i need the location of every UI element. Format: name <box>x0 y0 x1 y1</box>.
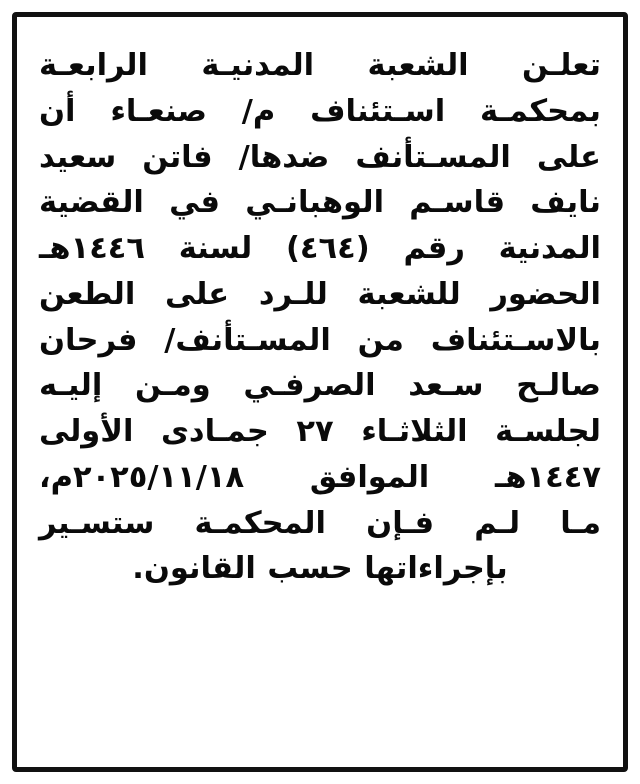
notice-line: لجلسـة الثلاثـاء ٢٧ جمـادى الأولى <box>39 414 601 449</box>
notice-line: بإجراءاتها حسب القانون. <box>132 551 508 587</box>
notice-line: تعلـن الشعبة المدنيـة الرابعـة <box>39 48 601 83</box>
notice-line: صالـح سـعد الصرفـي ومـن إليـه <box>39 368 601 404</box>
notice-line: على المسـتأنف ضدها/ فاتن سعيد <box>39 139 601 175</box>
notice-text-block <box>39 43 601 592</box>
notice-line: بالاسـتئناف من المسـتأنف/ فرحان <box>39 322 601 358</box>
notice-line: بمحكمـة اسـتئناف م/ صنعـاء أن <box>39 93 601 129</box>
notice-frame <box>12 12 628 772</box>
notice-line: المدنية رقم (٤٦٤) لسنة ١٤٤٦هـ <box>39 231 601 266</box>
notice-line: ١٤٤٧هـ الموافق ٢٠٢٥/١١/١٨م، <box>39 459 601 495</box>
notice-line: نايف قاسـم الوهبانـي في القضية <box>39 185 601 221</box>
notice-line: الحضور للشعبة للـرد على الطعن <box>39 276 601 312</box>
notice-line: مـا لـم فـإن المحكمـة ستسـير <box>39 505 601 541</box>
